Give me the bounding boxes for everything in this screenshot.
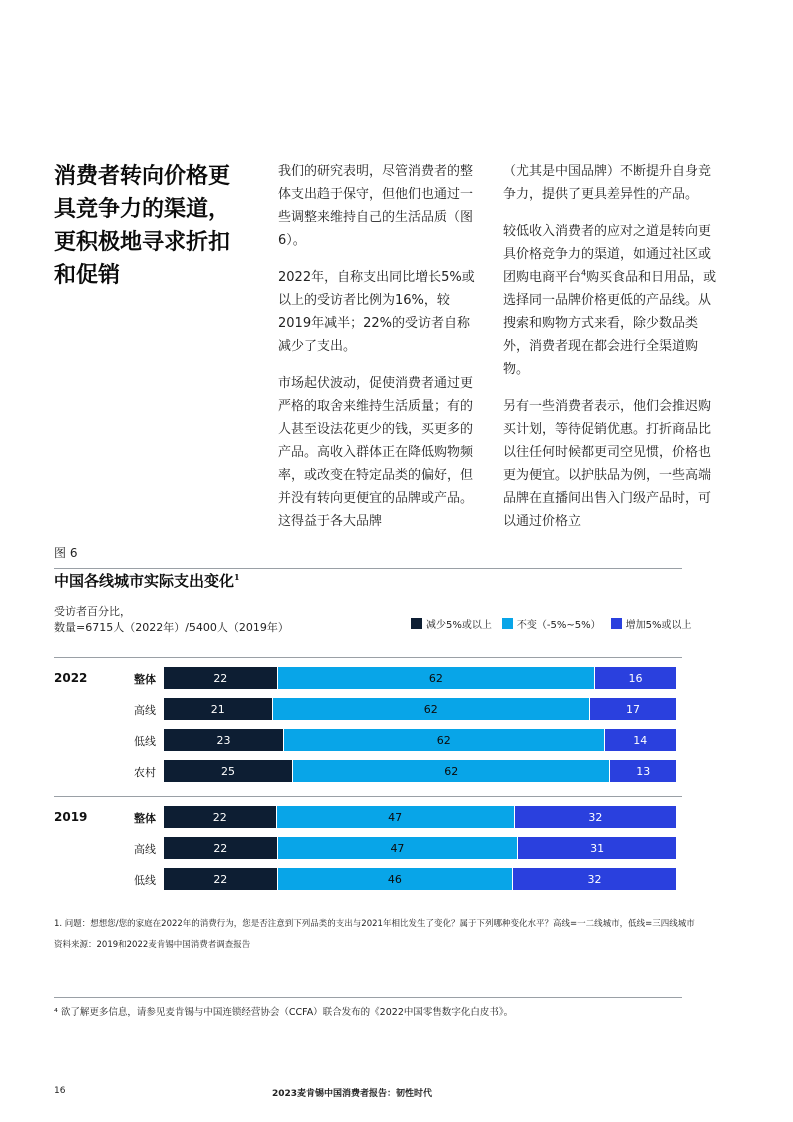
stacked-bar xyxy=(164,698,676,720)
legend-item xyxy=(411,616,492,631)
stacked-bar xyxy=(164,667,676,689)
subtitle-line: 数量=6715人（2022年）/5400人（2019年） xyxy=(54,621,289,634)
body-column-middle xyxy=(278,160,478,547)
legend-swatch xyxy=(411,618,422,629)
group-divider xyxy=(54,657,682,658)
group-year-label: 2019 xyxy=(54,810,88,824)
subtitle-line: 受访者百分比， xyxy=(54,605,131,618)
bar-segment: 25 xyxy=(164,760,292,782)
chart-title xyxy=(54,570,682,595)
bar-segment: 22 xyxy=(164,806,276,828)
chart-subtitle xyxy=(54,604,289,636)
paragraph: 2022年，自称支出同比增长5%或以上的受访者比例为16%，较2019年减半；22%的受访者自称减少了支出。 xyxy=(278,270,475,354)
page-number: 16 xyxy=(54,1086,66,1096)
paragraph-text: 较低收入消费者的应对之道是转向更具价格竞争力的渠道，如通过社区或团购电商平台 xyxy=(503,224,712,285)
body-column-right xyxy=(503,160,718,547)
legend-swatch xyxy=(502,618,513,629)
chart-legend xyxy=(411,616,691,631)
paragraph: （尤其是中国品牌）不断提升自身竞争力，提供了更具差异性的产品。 xyxy=(503,164,712,202)
row-label: 低线 xyxy=(134,735,156,748)
row-label: 低线 xyxy=(134,874,156,887)
page-footer: 2023麦肯锡中国消费者报告：韧性时代 xyxy=(272,1089,433,1099)
group-year-label: 2022 xyxy=(54,671,88,685)
stacked-bar xyxy=(164,729,676,751)
bar-segment: 62 xyxy=(292,760,609,782)
stacked-bar xyxy=(164,806,676,828)
stacked-bar xyxy=(164,868,676,890)
group-divider xyxy=(54,796,682,797)
paragraph: 另有一些消费者表示，他们会推迟购买计划，等待促销优惠。打折商品比以往任何时候都更司空见惯，价格也更为便宜。以护肤品为例，一些高端品牌在直播间出售入门级产品时，可以通过价格立 xyxy=(503,399,712,529)
legend-item xyxy=(502,616,601,631)
bar-segment: 47 xyxy=(276,806,514,828)
stacked-bar xyxy=(164,837,676,859)
bar-segment: 62 xyxy=(272,698,589,720)
paragraph: 市场起伏波动，促使消费者通过更严格的取舍来维持生活质量；有的人甚至设法花更少的钱，买更多的产品。高收入群体正在降低购物频率，或改变在特定品类的偏好，但并没有转向更便宜的品牌或产品。这得益于各大品牌 xyxy=(278,376,474,529)
legend-label: 增加5%或以上 xyxy=(625,620,692,631)
bar-segment: 23 xyxy=(164,729,283,751)
row-label: 整体 xyxy=(134,812,156,825)
chart-note: 1. 问题：想想您/您的家庭在2022年的消费行为，您是否注意到下列品类的支出与2021年相比发生了变化？属于下列哪种变化水平？高线=一二线城市，低线=三四线城市 xyxy=(54,919,695,929)
bar-segment: 17 xyxy=(589,698,676,720)
bar-segment: 47 xyxy=(277,837,518,859)
footnote: ⁴ 欲了解更多信息，请参见麦肯锡与中国连锁经营协会（CCFA）联合发布的《2022中国零售数字化白皮书》。 xyxy=(54,1007,514,1018)
paragraph-text: 购买食品和日用品，或选择同一品牌价格更低的产品线。从搜索和购物方式来看，除少数品类外，消费者现在都会进行全渠道购物。 xyxy=(503,270,717,377)
row-label: 高线 xyxy=(134,843,156,856)
divider xyxy=(54,568,682,569)
section-heading: 消费者转向价格更具竞争力的渠道，更积极地寻求折扣和促销 xyxy=(54,163,231,288)
chart-title-text: 中国各线城市实际支出变化 xyxy=(54,572,235,590)
row-label: 农村 xyxy=(134,766,156,779)
figure-label: 图 6 xyxy=(54,546,78,560)
bar-segment: 22 xyxy=(164,667,277,689)
footnote-marker: 1 xyxy=(234,572,240,582)
bar-segment: 13 xyxy=(609,760,676,782)
bar-segment: 16 xyxy=(594,667,676,689)
bar-segment: 32 xyxy=(514,806,676,828)
legend-label: 不变（-5%~5%） xyxy=(516,620,601,631)
bar-segment: 22 xyxy=(164,837,277,859)
bar-segment: 14 xyxy=(604,729,676,751)
row-label: 高线 xyxy=(134,704,156,717)
bar-segment: 21 xyxy=(164,698,272,720)
stacked-bar xyxy=(164,760,676,782)
bar-segment: 22 xyxy=(164,868,277,890)
paragraph: 我们的研究表明，尽管消费者的整体支出趋于保守，但他们也通过一些调整来维持自己的生活品质（图6）。 xyxy=(278,164,474,248)
paragraph xyxy=(503,220,718,381)
bar-segment: 31 xyxy=(517,837,676,859)
bar-segment: 62 xyxy=(277,667,594,689)
bar-segment: 62 xyxy=(283,729,604,751)
divider xyxy=(54,997,682,998)
row-label: 整体 xyxy=(134,673,156,686)
legend-label: 减少5%或以上 xyxy=(426,620,492,631)
bar-segment: 32 xyxy=(512,868,676,890)
bar-segment: 46 xyxy=(277,868,513,890)
legend-swatch xyxy=(611,618,622,629)
legend-item xyxy=(611,616,692,631)
chart-source: 资料来源：2019和2022麦肯锡中国消费者调查报告 xyxy=(54,940,251,950)
footnote-marker[interactable]: 4 xyxy=(581,268,587,278)
